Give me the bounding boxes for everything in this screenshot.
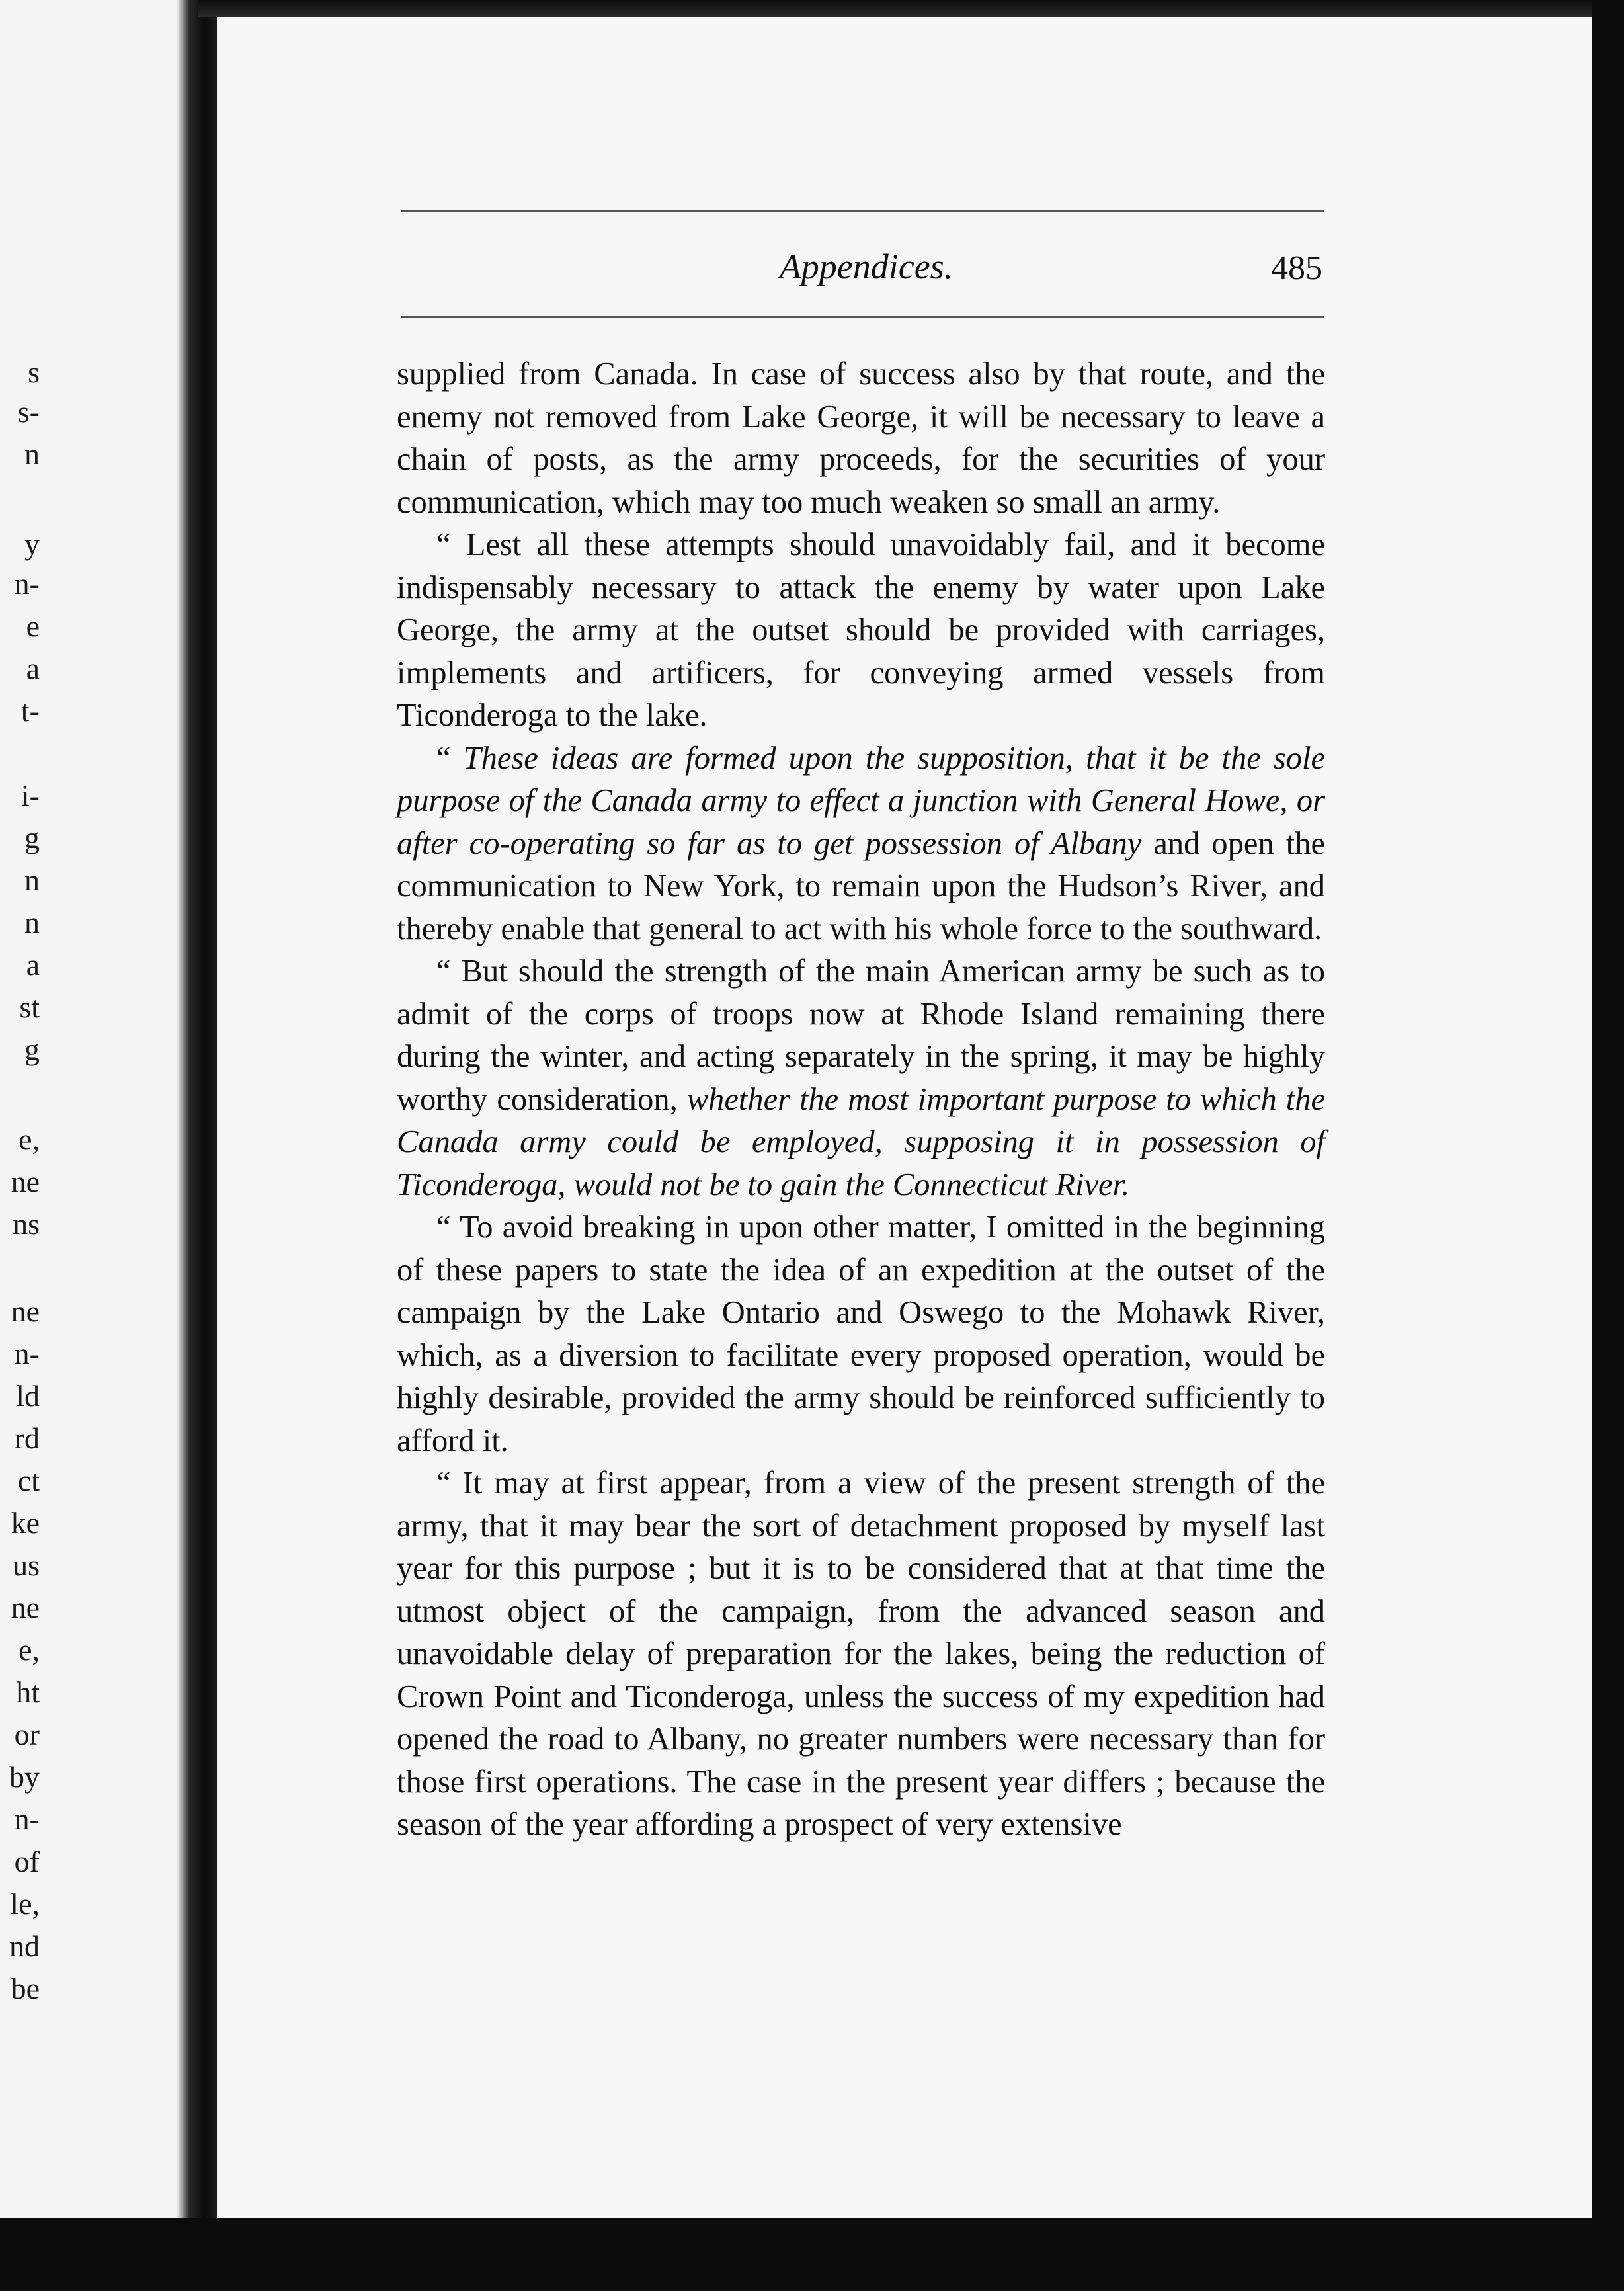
book-gutter — [177, 0, 217, 2291]
italic-text: whether the most important purpose to which the Canada army could be employed, supposing it in possession of Ticonderoga, would not be to gain the Connecticut River. — [397, 1081, 1325, 1202]
facing-page-fragment: ht — [16, 1675, 40, 1709]
text-run: “ But should the strength of the main American army be such as to admit of the corps of troops now at Rhode Island remaining there during the winter, and acting separately in the spring, it may be highly worthy consideration, — [397, 954, 1325, 1117]
facing-page-fragment: t- — [20, 694, 40, 728]
facing-page-fragment: n- — [14, 1802, 40, 1836]
facing-page-fragment: s- — [17, 395, 40, 429]
facing-page-fragment: e, — [19, 1633, 40, 1667]
facing-page-fragment: ct — [17, 1464, 40, 1497]
paragraph-p4 — [397, 950, 1325, 1206]
page-number: 485 — [1271, 249, 1322, 287]
facing-page-fragment: y — [24, 527, 40, 561]
facing-page-fragment: of — [14, 1845, 40, 1878]
facing-page-fragment: i- — [20, 778, 40, 812]
facing-page-fragment: ne — [11, 1591, 40, 1624]
facing-page-fragment: n- — [14, 567, 40, 601]
header-rule-top — [401, 210, 1324, 212]
facing-page-fragment: st — [19, 990, 40, 1024]
scan-bottom-edge — [0, 2218, 1624, 2291]
text-run: “ Lest all these attempts should unavoidably fail, and it become indispensably necessary to attack the enemy by water upon Lake George, the army at the outset should be provided with carriages, implements and artificers, for conveying armed vessels from Ticonderoga to the lake. — [397, 527, 1325, 733]
text-run: and open the communication to New York, to remain upon the Hudson’s River, and thereby enable that general to act with his whole force to the southward. — [397, 825, 1325, 946]
facing-page-fragment: us — [13, 1548, 40, 1582]
facing-page-fragment: e — [26, 609, 40, 643]
header-rule-bottom — [401, 316, 1324, 318]
facing-page-fragment: be — [11, 1972, 40, 2005]
facing-page-fragment: g — [24, 1032, 40, 1066]
facing-page-fragment: a — [26, 948, 40, 981]
paragraph-p2 — [397, 524, 1325, 737]
text-run: “ — [436, 740, 464, 776]
facing-page-fragment: n — [24, 437, 40, 471]
facing-page-fragment: ne — [11, 1294, 40, 1328]
running-title: Appendices. — [779, 247, 954, 286]
facing-page-fragment: ld — [16, 1379, 40, 1413]
facing-page-fragment: le, — [10, 1887, 40, 1921]
paragraph-p1 — [397, 353, 1325, 524]
facing-page-fragment: nd — [9, 1929, 40, 1963]
facing-page-fragment: g — [24, 821, 40, 854]
facing-page-fragment: or — [14, 1718, 40, 1751]
text-run: “ To avoid breaking in upon other matter, I omitted in the beginning of these papers to state the idea of an expedition at the outset of the campaign by the Lake Ontario and Oswego to the Mohawk River, which, as a diversion to facilitate every proposed operation, would be highly desirable, provided the army should be reinforced sufficiently to afford it. — [397, 1210, 1325, 1458]
italic-text: These ideas are formed upon the supposition, that it be the sole purpose of the Canada army to effect a junction with General Howe, or after co-operating so far as to get possession of Albany — [397, 740, 1325, 861]
paragraph-p5 — [397, 1206, 1325, 1462]
scan-right-edge — [1592, 0, 1624, 2291]
scan-top-edge — [198, 0, 1624, 17]
facing-page-fragment: ne — [11, 1165, 40, 1198]
facing-page-fragment: a — [26, 651, 40, 685]
facing-page-fragment: rd — [14, 1421, 40, 1455]
paragraph-p3 — [397, 737, 1325, 951]
facing-page-fragment: ns — [13, 1207, 40, 1241]
facing-page-fragment: n- — [14, 1337, 40, 1370]
body-text — [397, 353, 1325, 1847]
text-run: supplied from Canada. In case of success also by that route, and the enemy not removed from Lake George, it will be necessary to leave a chain of posts, as the army proceeds, for the securities of your communication, which may too much weaken so small an army. — [397, 356, 1325, 520]
facing-page-fragment: n — [24, 863, 40, 897]
facing-page-fragment: s — [28, 355, 40, 389]
facing-page-fragment: by — [9, 1760, 40, 1794]
facing-page-fragment: e, — [19, 1122, 40, 1156]
facing-page-fragment: ke — [11, 1506, 40, 1540]
facing-page-fragment: n — [24, 905, 40, 939]
text-run: “ It may at first appear, from a view of the present strength of the army, that it may bear the sort of detachment proposed by myself last year for this purpose ; but it is to be considered that at that time the utmost object of the campaign, from the advanced season and unavoidable delay of preparation for the lakes, being the reduction of Crown Point and Ticonderoga, unless the success of my expedition had opened the road to Albany, no greater numbers were necessary than for those first operations. The case in the present year differs ; because the season of the year affording a prospect of very extensive — [397, 1466, 1325, 1842]
paragraph-p6 — [397, 1462, 1325, 1847]
